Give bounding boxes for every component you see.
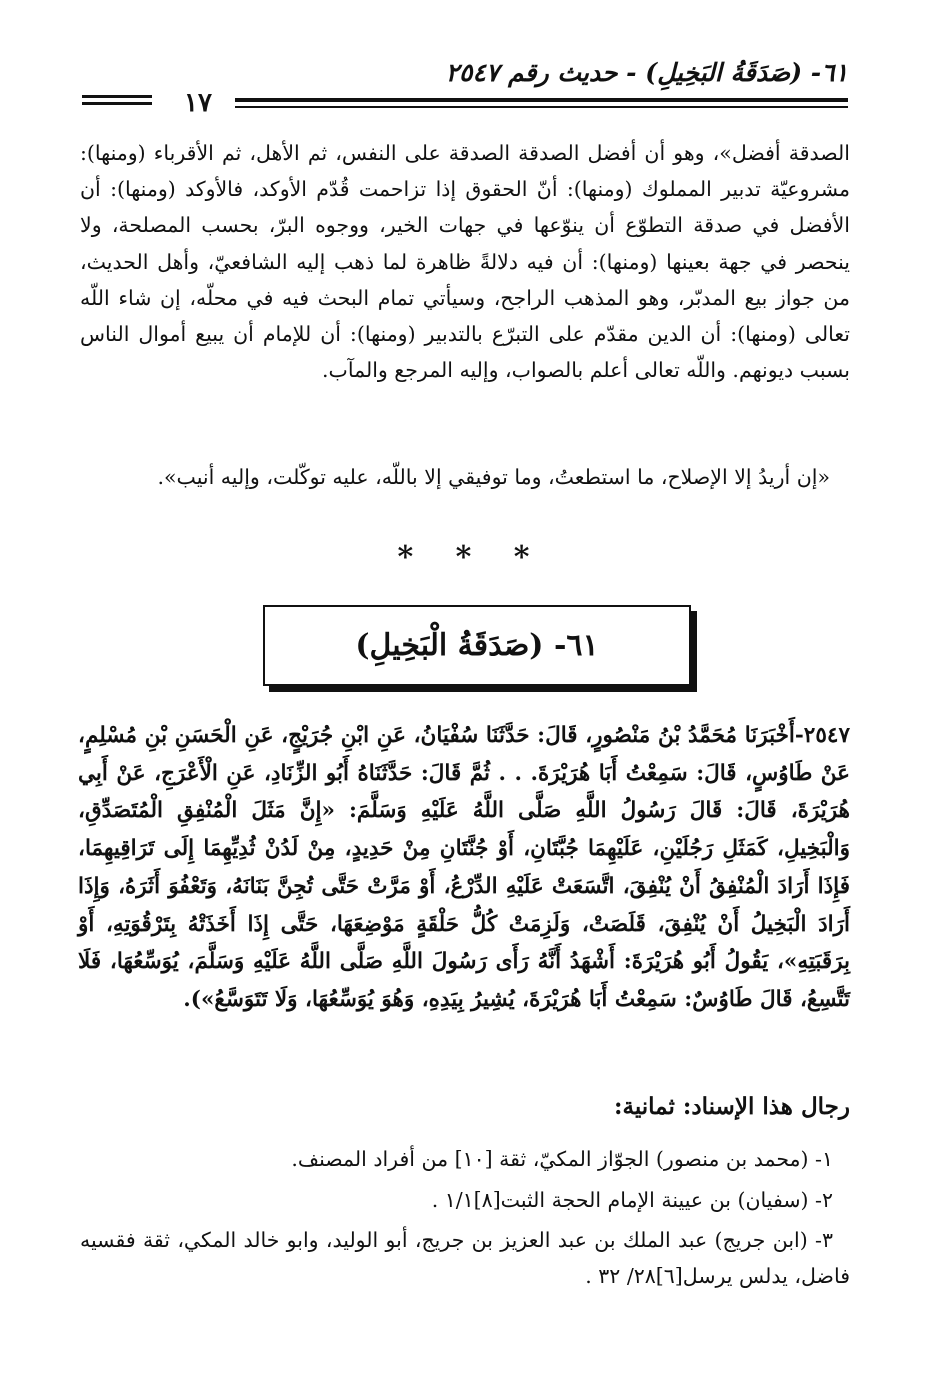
- commentary-paragraph: [80, 135, 850, 388]
- narrator-entry: ١- (محمد بن منصور) الجوّاز المكيّ، ثقة [١٠] من أفراد المصنف.: [291, 1147, 833, 1171]
- closing-quote-text: «إن أريدُ إلا الإصلاح، ما استطعتُ، وما توفيقي إلا باللّه، عليه توكّلت، وإليه أنيب».: [157, 465, 830, 489]
- section-separator: * * *: [397, 540, 546, 575]
- chapter-title-box: [263, 605, 691, 686]
- closing-quote-paragraph: [80, 459, 850, 495]
- header-rule-thin: [235, 106, 848, 108]
- page-number-rules: [82, 95, 152, 109]
- narrator-entry: ٣- (ابن جريج) عبد الملك بن عبد العزيز بن جريج، أبو الوليد، وابو خالد المكي، ثقة فقسيه فاضل، يدلس يرسل[٦]٢٨/ ٣٢ .: [80, 1228, 850, 1288]
- rule-line: [82, 102, 152, 105]
- commentary-text: الصدقة أفضل»، وهو أن أفضل الصدقة الصدقة على النفس، ثم الأهل، ثم الأقرباء (ومنها): مشروعيّة تدبير المملوك (ومنها): أنّ الحقوق إذا تزاحمت قُدّم الأوكد، فالأوكد (ومنها): أن الأفضل في صدقة التطوّع أن ينوّعها في جهات الخير، ووجوه البرّ، بحسب المصلحة، ولا ينحصر في جهة بعينها (ومنها): أن فيه دلالةً ظاهرة لما ذهب إليه الشافعيّ، وأهل الحديث، من جواز بيع المدبّر، وهو المذهب الراجح، وسيأتي تمام البحث فيه في محلّه، إن شاء اللّه تعالى (ومنها): أن الدين مقدّم على التبرّع بالتدبير (ومنها): أن للإمام أن يبيع أموال الناس بسبب ديونهم. واللّه تعالى أعلم بالصواب، وإليه المرجع والمآب.: [80, 141, 850, 383]
- hadith-text: ٢٥٤٧-أَخْبَرَنَا مُحَمَّدُ بْنُ مَنْصُورٍ، قَالَ: حَدَّثَنَا سُفْيَانُ، عَنِ ابْنِ جُرَيْجٍ، عَنِ الْحَسَنِ بْنِ مُسْلِمٍ، عَنْ طَاوُسٍ، قَالَ: سَمِعْتُ أَبَا هُرَيْرَةَ. . . ثُمَّ قَالَ: حَدَّثَنَاهُ أَبُو الزِّنَادِ، عَنِ الْأَعْرَجِ، عَنْ أَبِي هُرَيْرَةَ، قَالَ: قَالَ رَسُولُ اللَّهِ صَلَّى اللَّهُ عَلَيْهِ وَسَلَّمَ: «إِنَّ مَثَلَ الْمُنْفِقِ الْمُتَصَدِّقِ، وَالْبَخِيلِ، كَمَثَلِ رَجُلَيْنِ، عَلَيْهِمَا جُبَّتَانِ، أَوْ جُنَّتَانِ مِنْ حَدِيدٍ، مِنْ لَدُنْ ثُدِيِّهِمَا إِلَى تَرَاقِيهِمَا، فَإِذَا أَرَادَ الْمُنْفِقُ أَنْ يُنْفِقَ، اتَّسَعَتْ عَلَيْهِ الدِّرْعُ، أَوْ مَرَّتْ حَتَّى تُجِنَّ بَنَانَهُ، وَتَعْفُوَ أَثَرَهُ، وَإِذَا أَرَادَ الْبَخِيلُ أَنْ يُنْفِقَ، قَلَصَتْ، وَلَزِمَتْ كُلُّ حَلْقَةٍ مَوْضِعَهَا، حَتَّى إِذَا أَخَذَتْهُ بِتَرْقُوَتِهِ، أَوْ بِرَقَبَتِهِ»، يَقُولُ أَبُو هُرَيْرَةَ: أَشْهَدُ أَنَّهُ رَأَى رَسُولَ اللَّهِ صَلَّى اللَّهُ عَلَيْهِ وَسَلَّمَ، يُوَسِّعُهَا، فَلَا تَتَّسِعُ، قَالَ طَاوُسٌ: سَمِعْتُ أَبَا هُرَيْرَةَ، يُشِيرُ بِيَدِهِ، وَهُوَ يُوَسِّعُهَا، وَلَا تَتَوَسَّعُ»).: [78, 723, 850, 1012]
- header-rule-thick: [235, 98, 848, 102]
- page-number: ١٧: [184, 88, 212, 118]
- chapter-title: ٦١- (صَدَقَةُ الْبَخِيلِ): [355, 628, 599, 663]
- rijal-heading: رجال هذا الإسناد: ثمانية:: [614, 1093, 850, 1120]
- narrator-entry: ٢- (سفيان) بن عيينة الإمام الحجة الثبت[٨]١/١ .: [431, 1188, 833, 1212]
- running-title: ٦١- (صَدَقَةُ البَخِيلِ) - حديث رقم ٢٥٤٧: [445, 58, 848, 87]
- rule-line: [82, 95, 152, 98]
